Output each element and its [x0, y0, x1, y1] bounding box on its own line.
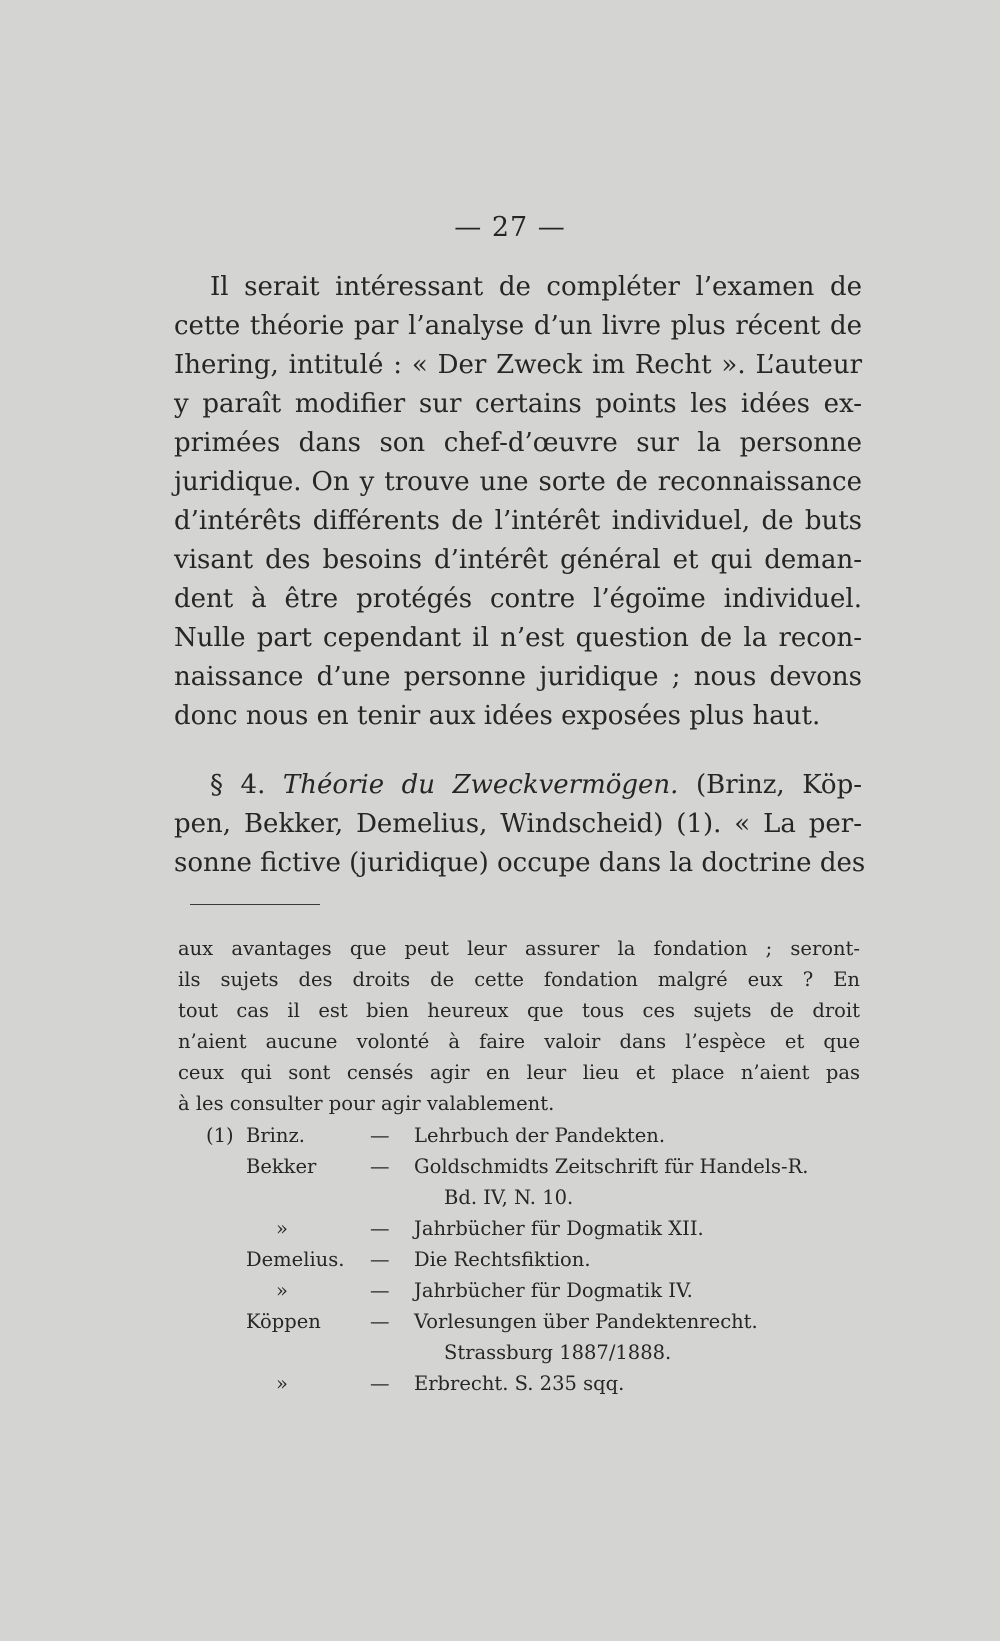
section-heading-line: [174, 766, 862, 805]
footnote-line: aux avantages que peut leur assurer la fondation ; seront-: [178, 937, 860, 960]
quote-start: « La per-: [734, 809, 862, 839]
reference-author: Köppen: [246, 1310, 321, 1333]
reference-dash: —: [370, 1248, 390, 1271]
text-line: juridique. On y trouve une sorte de reconnaissance: [174, 467, 862, 497]
footnote-rule: [190, 904, 320, 905]
reference-title: Jahrbücher für Dogmatik XII.: [414, 1217, 704, 1240]
text-line: sonne fictive (juridique) occupe dans la doctrine des: [174, 848, 866, 878]
reference-row: [178, 1244, 878, 1275]
reference-dash: —: [370, 1155, 390, 1178]
text-line: primées dans son chef-d’œuvre sur la personne: [174, 428, 862, 458]
reference-title: Vorlesungen über Pandektenrecht.: [414, 1310, 758, 1333]
reference-dash: —: [370, 1279, 390, 1302]
footnote-line: ceux qui sont censés agir en leur lieu et place n’aient pas: [178, 1061, 860, 1084]
section-paragraph: [174, 766, 866, 883]
footnote-line: tout cas il est bien heureux que tous ces sujets de droit: [178, 999, 860, 1022]
text-line: [174, 697, 862, 736]
section-authors-cont: pen, Bekker, Demelius, Windscheid): [174, 809, 664, 839]
reference-title: Die Rechtsfiktion.: [414, 1248, 591, 1271]
section-title: Théorie du Zweckvermögen.: [282, 770, 679, 800]
reference-row: [178, 1120, 878, 1151]
reference-row: [178, 1368, 878, 1399]
footnote-continuation: [178, 933, 860, 1119]
reference-row: [178, 1151, 878, 1182]
reference-title: Lehrbuch der Pandekten.: [414, 1124, 666, 1147]
reference-author: Bekker: [246, 1155, 317, 1178]
reference-dash: —: [370, 1372, 390, 1395]
reference-author: »: [276, 1279, 288, 1302]
reference-row: [178, 1275, 878, 1306]
reference-dash: —: [370, 1124, 390, 1147]
footnote-line: à les consulter pour agir valablement.: [178, 1092, 555, 1115]
text-line: visant des besoins d’intérêt général et qui deman-: [174, 545, 862, 575]
reference-title: Erbrecht. S. 235 sqq.: [414, 1372, 625, 1395]
reference-author: Brinz.: [246, 1124, 305, 1147]
text-line: naissance d’une personne juridique ; nous devons: [174, 662, 862, 692]
footnote-references: [178, 1120, 878, 1399]
reference-title: Goldschmidts Zeitschrift für Handels-R.: [414, 1155, 809, 1178]
text-line: Ihering, intitulé : « Der Zweck im Recht ». L’auteur: [174, 350, 862, 380]
reference-row: [178, 1306, 878, 1337]
reference-row: [178, 1182, 878, 1213]
text-line: d’intérêts différents de l’intérêt individuel, de buts: [174, 506, 862, 536]
text-line-content: donc nous en tenir aux idées exposées plus haut.: [174, 701, 821, 731]
footnote-line: ils sujets des droits de cette fondation malgré eux ? En: [178, 968, 860, 991]
reference-author: Demelius.: [246, 1248, 345, 1271]
footnote-marker: (1): [206, 1124, 234, 1147]
reference-author: »: [276, 1217, 288, 1240]
reference-author: »: [276, 1372, 288, 1395]
footnote-line: n’aient aucune volonté à faire valoir dans l’espèce et que: [178, 1030, 860, 1053]
reference-title: Strassburg 1887/1888.: [444, 1341, 672, 1364]
reference-title: Bd. IV, N. 10.: [444, 1186, 574, 1209]
section-authors: (Brinz, Köp-: [695, 770, 863, 800]
reference-row: [178, 1337, 878, 1368]
text-line: Nulle part cependant il n’est question de la recon-: [174, 623, 862, 653]
reference-row: [178, 1213, 878, 1244]
reference-dash: —: [370, 1217, 390, 1240]
text-line: y paraît modifier sur certains points les idées ex-: [174, 389, 862, 419]
text-line: dent à être protégés contre l’égoïme individuel.: [174, 584, 862, 614]
text-line: [174, 805, 862, 844]
main-paragraph: [174, 268, 862, 736]
reference-title: Jahrbücher für Dogmatik IV.: [414, 1279, 693, 1302]
section-number: § 4.: [210, 770, 266, 800]
text-line: cette théorie par l’analyse d’un livre plus récent de: [174, 311, 862, 341]
page-number: — 27 —: [454, 212, 566, 243]
footnote-reference: (1).: [676, 809, 722, 839]
reference-dash: —: [370, 1310, 390, 1333]
text-line: Il serait intéressant de compléter l’examen de: [210, 272, 862, 302]
